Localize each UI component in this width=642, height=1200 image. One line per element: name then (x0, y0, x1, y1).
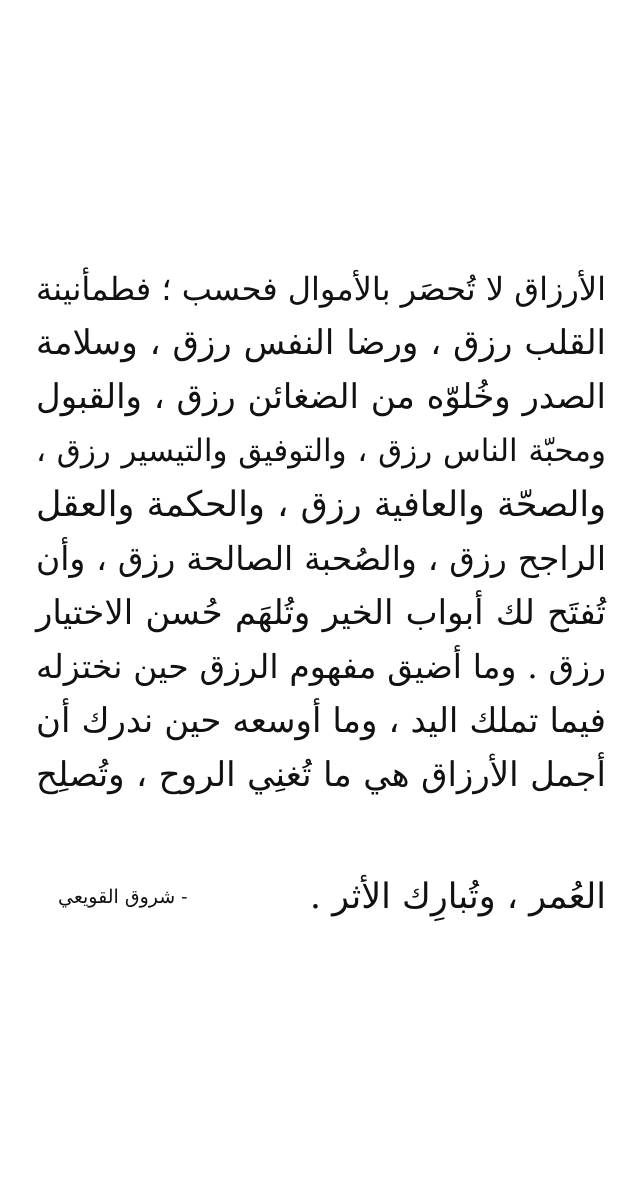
author-credit: - شروق القويعي (58, 886, 188, 908)
quote-line: تُفتَح لك أبواب الخير وتُلهَم حُسن الاختيار (36, 593, 606, 633)
quote-line: ومحبّة الناس رزق ، والتوفيق والتيسير رزق ، (36, 433, 606, 469)
quote-line: فيما تملك اليد ، وما أوسعه حين ندرك أن (36, 701, 606, 741)
quote-line: الأرزاق لا تُحصَر بالأموال فحسب ؛ فطمأنينة (36, 270, 606, 308)
quote-line: أجمل الأرزاق هي ما تُغنِي الروح ، وتُصلِح (36, 755, 606, 795)
quote-line: والصحّة والعافية رزق ، والحكمة والعقل (36, 485, 606, 525)
quote-line: الصدر وخُلوّه من الضغائن رزق ، والقبول (36, 377, 606, 417)
quote-last-line: العُمر ، وتُبارِك الأثر . (309, 877, 606, 917)
quote-line: الراجح رزق ، والصُحبة الصالحة رزق ، وأن (36, 539, 606, 578)
quote-last-row (36, 870, 606, 924)
quote-line: القلب رزق ، ورضا النفس رزق ، وسلامة (36, 323, 606, 363)
quote-text (36, 262, 606, 802)
quote-line: رزق . وما أضيق مفهوم الرزق حين نختزله (36, 647, 606, 686)
